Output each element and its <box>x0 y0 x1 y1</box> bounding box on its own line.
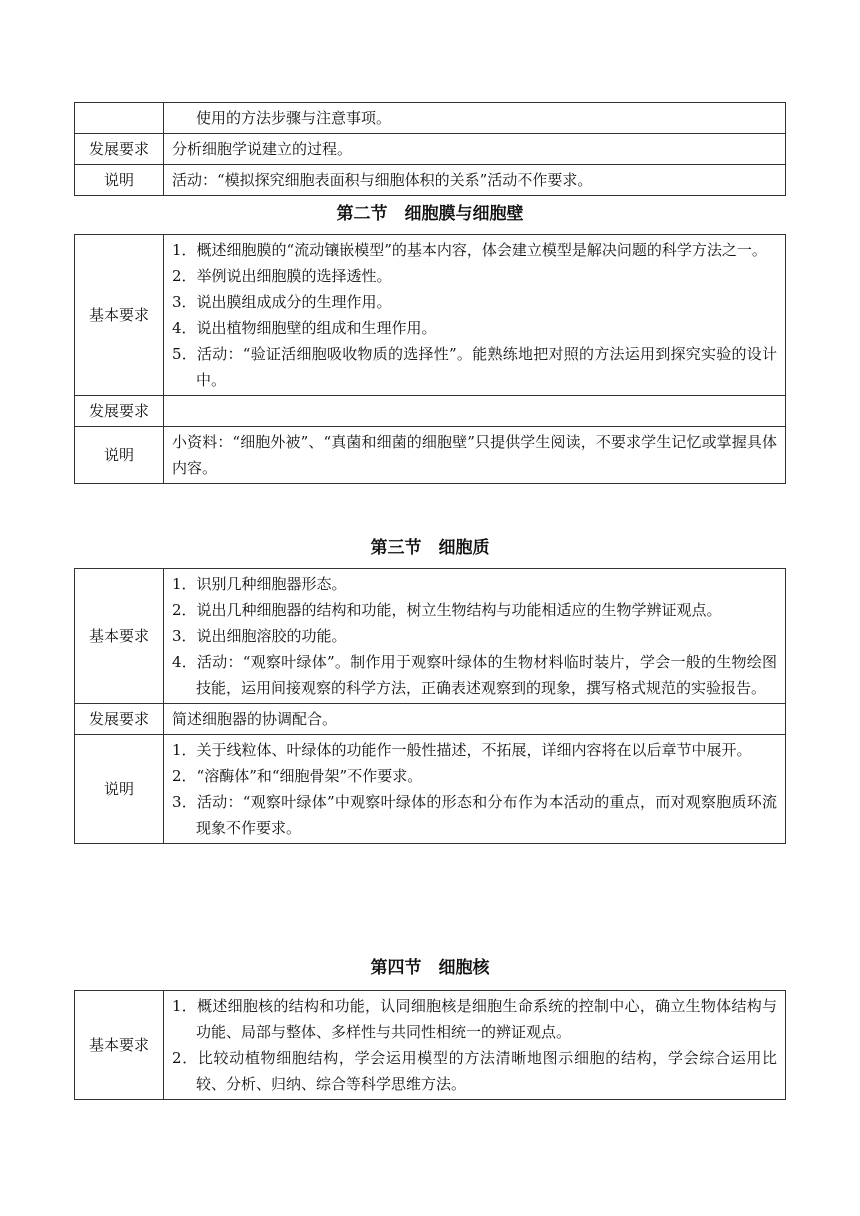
list-item: 4．活动：“观察叶绿体”。制作用于观察叶绿体的生物材料临时装片，学会一般的生物绘图技能，运用间接观察的科学方法，正确表述观察到的现象，撰写格式规范的实验报告。 <box>172 653 777 697</box>
table-section1-continued <box>74 102 786 196</box>
row-label-dev: 发展要求 <box>75 396 164 427</box>
list-item: 5．活动：“验证活细胞吸收物质的选择性”。能熟练地把对照的方法运用到探究实验的设计中。 <box>172 345 777 389</box>
table-section2 <box>74 234 786 484</box>
row-label-note: 说明 <box>75 165 164 196</box>
list-item: 3．活动：“观察叶绿体”中观察叶绿体的形态和分布作为本活动的重点，而对观察胞质环流现象不作要求。 <box>172 793 777 837</box>
row-content <box>164 165 786 196</box>
content-line: 使用的方法步骤与注意事项。 <box>196 109 392 127</box>
section-title: 第四节 细胞核 <box>370 958 490 978</box>
row-label-basic: 基本要求 <box>75 991 164 1100</box>
list-item: 2．举例说出细胞膜的选择透性。 <box>172 267 392 285</box>
row-content <box>164 103 786 134</box>
row-content <box>164 991 786 1100</box>
list-item: 2．比较动植物细胞结构，学会运用模型的方法清晰地图示细胞的结构，学会综合运用比较、分析、归纳、综合等科学思维方法。 <box>172 1049 777 1093</box>
table-row <box>75 991 786 1100</box>
row-label-note: 说明 <box>75 735 164 844</box>
table-row <box>75 427 786 484</box>
table-row <box>75 704 786 735</box>
table-row <box>75 569 786 704</box>
table-section3 <box>74 568 786 844</box>
table-row <box>75 134 786 165</box>
content-line: 小资料：“细胞外被”、“真菌和细菌的细胞壁”只提供学生阅读，不要求学生记忆或掌握具体内容。 <box>172 433 777 477</box>
list-item: 1．关于线粒体、叶绿体的功能作一般性描述，不拓展，详细内容将在以后章节中展开。 <box>172 741 752 759</box>
table-section4 <box>74 990 786 1100</box>
section-title: 第三节 细胞质 <box>370 538 490 558</box>
row-content <box>164 735 786 844</box>
table-row <box>75 235 786 396</box>
list-item: 1．概述细胞核的结构和功能，认同细胞核是细胞生命系统的控制中心，确立生物体结构与功能、局部与整体、多样性与共同性相统一的辨证观点。 <box>172 997 777 1041</box>
row-content <box>164 704 786 735</box>
table-row <box>75 103 786 134</box>
table-row <box>75 735 786 844</box>
row-label-dev: 发展要求 <box>75 134 164 165</box>
row-label-basic: 基本要求 <box>75 569 164 704</box>
row-label-empty <box>75 103 164 134</box>
table-row <box>75 165 786 196</box>
list-item: 3．说出细胞溶胶的功能。 <box>172 627 347 645</box>
row-label-basic: 基本要求 <box>75 235 164 396</box>
list-item: 2．说出几种细胞器的结构和功能，树立生物结构与功能相适应的生物学辨证观点。 <box>172 601 722 619</box>
list-item: 1．概述细胞膜的“流动镶嵌模型”的基本内容，体会建立模型是解决问题的科学方法之一。 <box>172 241 767 259</box>
list-item: 3．说出膜组成成分的生理作用。 <box>172 293 392 311</box>
row-label-note: 说明 <box>75 427 164 484</box>
row-content <box>164 235 786 396</box>
row-label-dev: 发展要求 <box>75 704 164 735</box>
table-row <box>75 396 786 427</box>
content-line: 分析细胞学说建立的过程。 <box>172 140 353 158</box>
section-title: 第二节 细胞膜与细胞壁 <box>336 204 524 224</box>
content-line: 简述细胞器的协调配合。 <box>172 710 338 728</box>
list-item: 1．识别几种细胞器形态。 <box>172 575 347 593</box>
content-line <box>172 398 777 424</box>
row-content <box>164 427 786 484</box>
list-item: 2．“溶酶体”和“细胞骨架”不作要求。 <box>172 767 423 785</box>
row-content <box>164 569 786 704</box>
row-content <box>164 396 786 427</box>
row-content <box>164 134 786 165</box>
list-item: 4．说出植物细胞壁的组成和生理作用。 <box>172 319 437 337</box>
content-line: 活动：“模拟探究细胞表面积与细胞体积的关系”活动不作要求。 <box>172 171 593 189</box>
